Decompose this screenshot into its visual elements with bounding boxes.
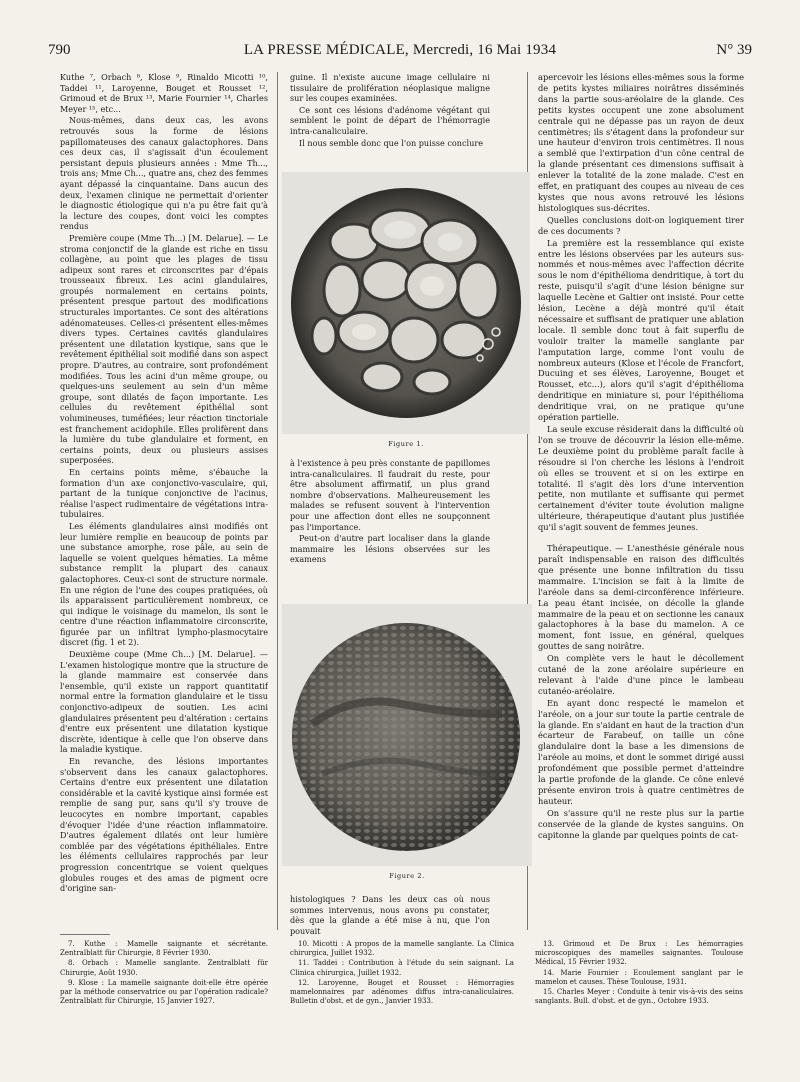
paragraph: à l'existence à peu près constante de papillomes intra-canaliculaires. Il faudrait du reste, pour être absolument affirmatif, un plus grand nombre d'observations. Malheureusement les malades se refusent souvent à l'intervention pour une affection dont elles ne soupçonnent pas l'importance. (290, 458, 490, 532)
footnote-rule (60, 934, 110, 935)
paragraph: On complète vers le haut le décollement cutané de la zone aréolaire supérieure en relevant à l'aide d'une pince le lambeau cutanéo-aréolaire. (538, 653, 744, 696)
paragraph: Peut-on d'autre part localiser dans la glande mammaire les lésions observées sur les examens (290, 533, 490, 565)
paragraph: apercevoir les lésions elles-mêmes sous la forme de petits kystes miliaires noirâtres disséminés dans la partie sous-aréolaire de la glande. Ces petits kystes occupent une zone absolument centrale qui ne dépasse pas un rayon de deux centimètres; ils s'étagent dans la profondeur sur une hauteur d'environ trois centimètres. Il nous a semblé que l'extirpation d'un cône central de la glande présentant ces dimensions suffisait à enlever la totalité de la zone malade. C'est en effet, en pratiquant des coupes au niveau de ces kystes que nous avons retrouvé les lésions histologiques sus-décrites. (538, 72, 744, 213)
paragraph: Thérapeutique. — L'anesthésie générale nous paraît indispensable en raison des difficultés que présente une bonne infiltration du tissu mammaire. L'incision se fait à la limite de l'aréole dans sa demi-circonférence inférieure. La peau étant incisée, on décolle la glande mammaire de la peau et on sectionne les canaux galactophores à la base du mamelon. A ce moment, font issue, en général, quelques gouttes de sang noirâtre. (538, 543, 744, 652)
column-2-middle (290, 458, 490, 600)
paragraph: Ce sont ces lésions d'adénome végétant qui semblent le point de départ de l'hémorragie intra-canaliculaire. (290, 104, 490, 136)
footnote: 13. Grimoud et De Brux : Les hémorragies microscopiques des mamelles saignantes. Toulouse Médical, 15 Février 1932. (535, 940, 743, 967)
paragraph: La première est la ressemblance qui existe entre les lésions observées par les auteurs sus-nommés et nous-mêmes avec l'affection décrite sous le nom d'épithélioma dendritique, à tort du reste, puisqu'il s'agit d'une lésion bénigne sur laquelle Lecène et Galtier ont insisté. Pour cette lésion, Lecène a déjà montré qu'il était nécessaire et suffisant de pratiquer une ablation locale. Il semble donc tout à fait superflu de vouloir traiter la mamelle sanglante par l'amputation large, comme l'ont voulu de nombreux auteurs (Klose et l'école de Francfort, Ducuing et ses élèves, Laroyenne, Bouget et Rousset, etc...), alors qu'il s'agit d'épithélioma dendritique en miniature si, pour l'épithélioma dendritique vrai, on ne pratique qu'une opération partielle. (538, 237, 744, 423)
footnotes-column-3 (535, 940, 743, 1050)
footnote: 14. Marie Fournier : Ecoulement sanglant par le mamelon et causes. Thèse Toulouse, 1931. (535, 968, 743, 986)
paragraph: Quelles conclusions doit-on logiquement tirer de ces documents ? (538, 214, 744, 236)
paragraph: En revanche, des lésions importantes s'observent dans les canaux galactophores. Certains d'entre eux présentent une dilatation considérable et la cavité kystique ainsi formée est remplie de sang pur, sans qu'il s'y trouve de leucocytes en nombre important, capables d'évoquer l'idée d'une réaction inflammatoire. D'autres également dilatés ont leur lumière comblée par des végétations épithéliales. Entre les éléments cellulaires rapprochés par leur progression concentrique se voient quelques globules rouges et des amas de pigment ocre d'origine san- (60, 756, 268, 894)
micrograph-2-image (282, 604, 532, 866)
journal-title: LA PRESSE MÉDICALE, Mercredi, 16 Mai 1934 (243, 42, 557, 58)
figure-1 (282, 172, 530, 434)
footnote: 7. Kuthe : Mamelle saignante et sécrétante. Zentralblatt für Chirurgie, 8 Février 1930. (60, 940, 268, 958)
page-number: 790 (48, 42, 71, 58)
issue-number: N° 39 (716, 42, 752, 58)
page-header (42, 42, 758, 64)
column-1 (60, 72, 268, 932)
paragraph: On s'assure qu'il ne reste plus sur la partie conservée de la glande de kystes sanguins. On capitonne la glande par quelques points de cat- (538, 807, 744, 840)
figure-2 (282, 604, 532, 866)
footnote: 9. Klose : La mamelle saignante doit-elle être opérée par la méthode conservatrice ou par l'opération radicale? Zentralblatt für Chirurgie, 15 Janvier 1927. (60, 978, 268, 1006)
micrograph-1-image (282, 172, 530, 434)
column-2-bottom (290, 894, 490, 940)
figure-1-caption: Figure 1. (388, 440, 424, 448)
figure-2-caption: Figure 2. (389, 872, 425, 880)
footnote: 11. Taddei : Contribution à l'étude du sein saignant. La Clinica chirurgica, Juillet 1932. (290, 959, 514, 977)
footnotes-column-1 (60, 940, 268, 1050)
paragraph: Kuthe ⁷, Orbach ⁸, Klose ⁹, Rinaldo Micotti ¹⁰, Taddei ¹¹, Laroyenne, Bouget et Rousset ¹², Grimoud et de Brux ¹³, Marie Fournier ¹⁴, Charles Meyer ¹⁵, etc... (60, 72, 268, 114)
footnote: 10. Micotti : A propos de la mamelle sanglante. La Clinica chirurgica, Juillet 1932. (290, 940, 514, 958)
paragraph: histologiques ? Dans les deux cas où nous sommes intervenus, nous avons pu constater, dès que la glande a été mise à nu, que l'on pouvait (290, 894, 490, 936)
paragraph: Deuxième coupe (Mme Ch...) [M. Delarue]. — L'examen histologique montre que la structure de la glande mammaire est conservée dans l'ensemble, qu'il existe un rapport quantitatif normal entre la formation glandulaire et le tissu conjonctivo-adipeux de soutien. Les acini glandulaires présentent peu d'altération : certains d'entre eux présentent une dilatation kystique discrète, identique à celle que l'on observe dans la maladie kystique. (60, 649, 268, 755)
paragraph: En certains points même, s'ébauche la formation d'un axe conjonctivo-vasculaire, qui, partant de la tunique conjonctive de l'acinus, réalise l'aspect rudimentaire de végétations intra-tubulaires. (60, 466, 268, 520)
footnote: 15. Charles Meyer : Conduite à tenir vis-à-vis des seins sanglants. Bull. d'obst. et de gyn., Octobre 1933. (535, 988, 743, 1006)
paragraph: En ayant donc respecté le mamelon et l'aréole, on a jour sur toute la partie centrale de la glande. En s'aidant en haut de la traction d'un écarteur de Farabeuf, on taille un cône glandulaire dont la base a les dimensions de l'aréole au moins, et dont le sommet dirigé aussi profondément que possible permet d'atteindre la partie profonde de la glande. Ce cône enlevé présente environ trois à quatre centimètres de hauteur. (538, 697, 744, 806)
paragraph: Première coupe (Mme Th...) [M. Delarue]. — Le stroma conjonctif de la glande est riche en tissu collagène, au point que les plages de tissu adipeux sont rares et circonscrites par d'épais trousseaux fibreux. Les acini glandulaires, groupés normalement en certains points, présentent presque partout des modifications structurales importantes. Ce sont des altérations adénomateuses. Celles-ci présentent elles-mêmes divers types. Certaines cavités glandulaires présentent une dilatation kystique, sans que le revêtement épithélial soit modifié dans son aspect propre. D'autres, au contraire, sont profondément modifiées. Tous les acini d'un même groupe, ou quelques-uns seulement au sein d'un même groupe, sont dilatés de façon importante. Les cellules du revêtement épithélial sont volumineuses, tuméfiées; leur réaction tinctoriale est franchement acidophile. Elles prolifèrent dans la lumière du tube glandulaire et forment, en certains points, deux ou plusieurs assises superposées. (60, 232, 268, 466)
paragraph: guine. Il n'existe aucune image cellulaire ni tissulaire de prolifération néoplasique maligne sur les coupes examinées. (290, 72, 490, 104)
paragraph: Il nous semble donc que l'on puisse conclure (299, 137, 483, 148)
paragraph: La seule excuse résiderait dans la difficulté où l'on se trouve de découvrir la lésion elle-même. Le deuxième point du problème paraît facile à résoudre si l'on cherche les lésions à l'endroit où elles se trouvent et si on les extirpe en totalité. Il s'agit dès lors d'une intervention petite, non mutilante et suffisante qui permet certainement d'éviter toute évolution maligne ultérieure, thérapeutique d'autant plus justifiée qu'il s'agit souvent de femmes jeunes. (538, 424, 744, 533)
footnote: 12. Laroyenne, Bouget et Rousset : Hémorragies mamelonnaires par adénomes diffus intra-canaliculaires. Bulletin d'obst. et de gyn., Janvier 1933. (290, 978, 514, 1006)
paragraph: Nous-mêmes, dans deux cas, les avons retrouvés sous la forme de lésions papillomateuses des canaux galactophores. Dans ces deux cas, il s'agissait d'un écoulement persistant depuis plusieurs années : Mme Th..., trois ans; Mme Ch..., quatre ans, chez des femmes ayant dépassé la cinquantaine. Dans aucun des deux, l'examen clinique ne permettait d'orienter le diagnostic étiologique qui n'a pu être fait qu'à la lecture des coupes, dont voici les comptes rendus (60, 115, 268, 232)
paragraph: Les éléments glandulaires ainsi modifiés ont leur lumière remplie en beaucoup de points par une substance amorphe, rose pâle, au sein de laquelle se voient quelques hématies. La même substance remplit la plupart des canaux galactophores. Ceux-ci sont de structure normale. En une région de l'une des coupes pratiquées, où ils apparaissent particulièrement nombreux, ce qui indique le voisinage du mamelon, ils sont le centre d'une réaction inflammatoire circonscrite, figurée par un infiltrat lympho-plasmocytaire discret (fig. 1 et 2). (60, 520, 268, 648)
column-3 (538, 72, 744, 932)
column-2-top (290, 72, 490, 167)
footnotes-column-2 (290, 940, 514, 1050)
footnote: 8. Orbach : Mamelle sanglante. Zentralblatt für Chirurgie, Août 1930. (60, 959, 268, 977)
column-divider (277, 72, 278, 930)
